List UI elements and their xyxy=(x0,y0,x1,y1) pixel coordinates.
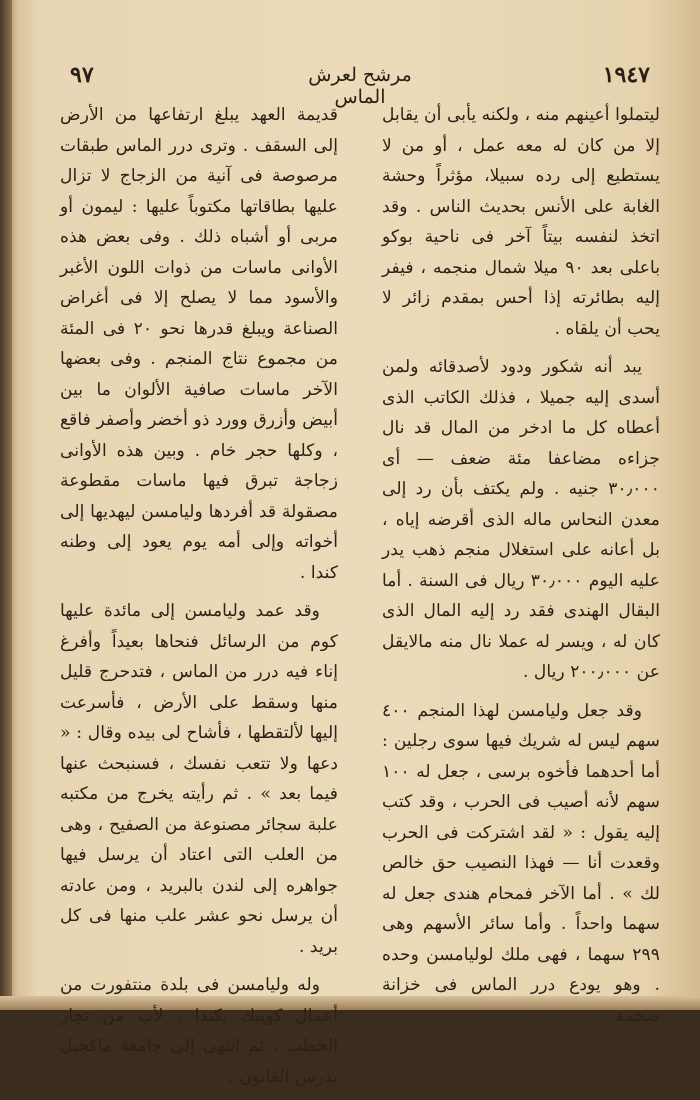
paragraph: وقد عمد وليامسن إلى مائدة عليها كوم من الرسائل فنحاها بعيداً وأفرغ إناء فيه درر من الماس ، فتدحرج قليل منها وسقط على الأرض ، فأسرعت إليها لألتقطها ، فأشاح لى بيده وقال : « دعها ولا تتعب نفسك ، فسنبحث عنها فيما بعد » . ثم رأيته يخرج من مكتبه علبة سجائر مصنوعة من الصفيح ، وهى من العلب التى اعتاد أن يرسل فيها جواهره إلى لندن بالبريد ، ومن عادته أن يرسل نحو عشر علب منها فى كل بريد . xyxy=(60,601,338,957)
paragraph: وله وليامسن فى بلدة منتفورت من أعمال كويبك بكندا ، لأب من تجار الحطب ، ثم انتهى إلى جامعة ماكجيل يدرس القانون . xyxy=(60,975,338,1087)
page-number-alt: ٩٧ xyxy=(70,62,94,88)
running-title: مرشح لعرش الماس xyxy=(308,64,412,108)
page-gutter-shadow xyxy=(0,0,12,1010)
paragraph: قديمة العهد يبلغ ارتفاعها من الأرض إلى السقف . وترى درر الماس طبقات مرصوصة فى آنية من الزجاج لا تزال عليها بطاقاتها مكتوباً عليها : ليمون أو مربى أو أشباه ذلك . وفى بعض هذه الأوانى ماسات من ذوات اللون الأغبر والأسود مما لا يصلح إلا فى أغراض الصناعة ويبلغ قدرها نحو ٢٠ فى المئة من مجموع نتاج المنجم . وفى بعضها الآخر ماسات صافية الألوان ما بين أبيض وأزرق وورد ذو أخضر وأصفر فاقع ، وكلها حجر خام . وبين هذه الأوانى زجاجة تبرق فيها ماسات مقطوعة مصقولة قد أفردها وليامسن ليهديها إلى أخواته وإلى أمه يوم يعود إلى وطنه كندا . xyxy=(60,105,338,583)
left-text-column xyxy=(60,100,338,1100)
page-number: ١٩٤٧ xyxy=(602,62,650,88)
paragraph: يبد أنه شكور ودود لأصدقائه ولمن أسدى إليه جميلا ، فذلك الكاتب الذى أعطاه كل ما ادخر من المال قد نال جزاءه مضاعفا مئة ضعف — أى ٣٠٫٠٠٠ جنيه . ولم يكتف بأن رد إلى معدن النحاس ماله الذى أقرضه إياه ، بل أعانه على استغلال منجم ذهب يدر عليه اليوم ٣٠٫٠٠٠ ريال فى السنة . أما البقال الهندى فقد رد إليه المال الذى كان له ، ويسر له عملا نال منه مالايقل عن ٢٠٠٫٠٠٠ ريال . xyxy=(382,357,660,682)
page-header xyxy=(70,62,650,108)
right-text-column xyxy=(382,100,660,1039)
paragraph: وقد جعل وليامسن لهذا المنجم ٤٠٠ سهم ليس له شريك فيها سوى رجلين : أما أحدهما فأخوه برسى ، جعل له ١٠٠ سهم لأنه أصيب فى الحرب ، وقد كتب إليه يقول : « لقد اشتركت فى الحرب وقعدت أنا — فهذا النصيب حق خالص لك » . أما الآخر فمحام هندى جعل له سهما واحداً . وأما سائر الأسهم وهى ٢٩٩ سهما ، فهى ملك لوليامسن وحده . وهو يودع درر الماس فى خزانة ضخمة xyxy=(382,700,660,1026)
paragraph: ليتملوا أعينهم منه ، ولكنه يأبى أن يقابل إلا من كان له معه عمل ، أو من لا يستطيع إلى رده سبيلا، مؤثراً وحشة الغابة على الأنس بحديث الناس . وقد اتخذ لنفسه بيتاً آخر فى ناحية بوكو باعلى بعد ٩٠ ميلا شمال منجمه ، فيفر إليه بطائرته إذا أحس بمقدم زائر لا يحب أن يلقاه . xyxy=(382,105,660,339)
